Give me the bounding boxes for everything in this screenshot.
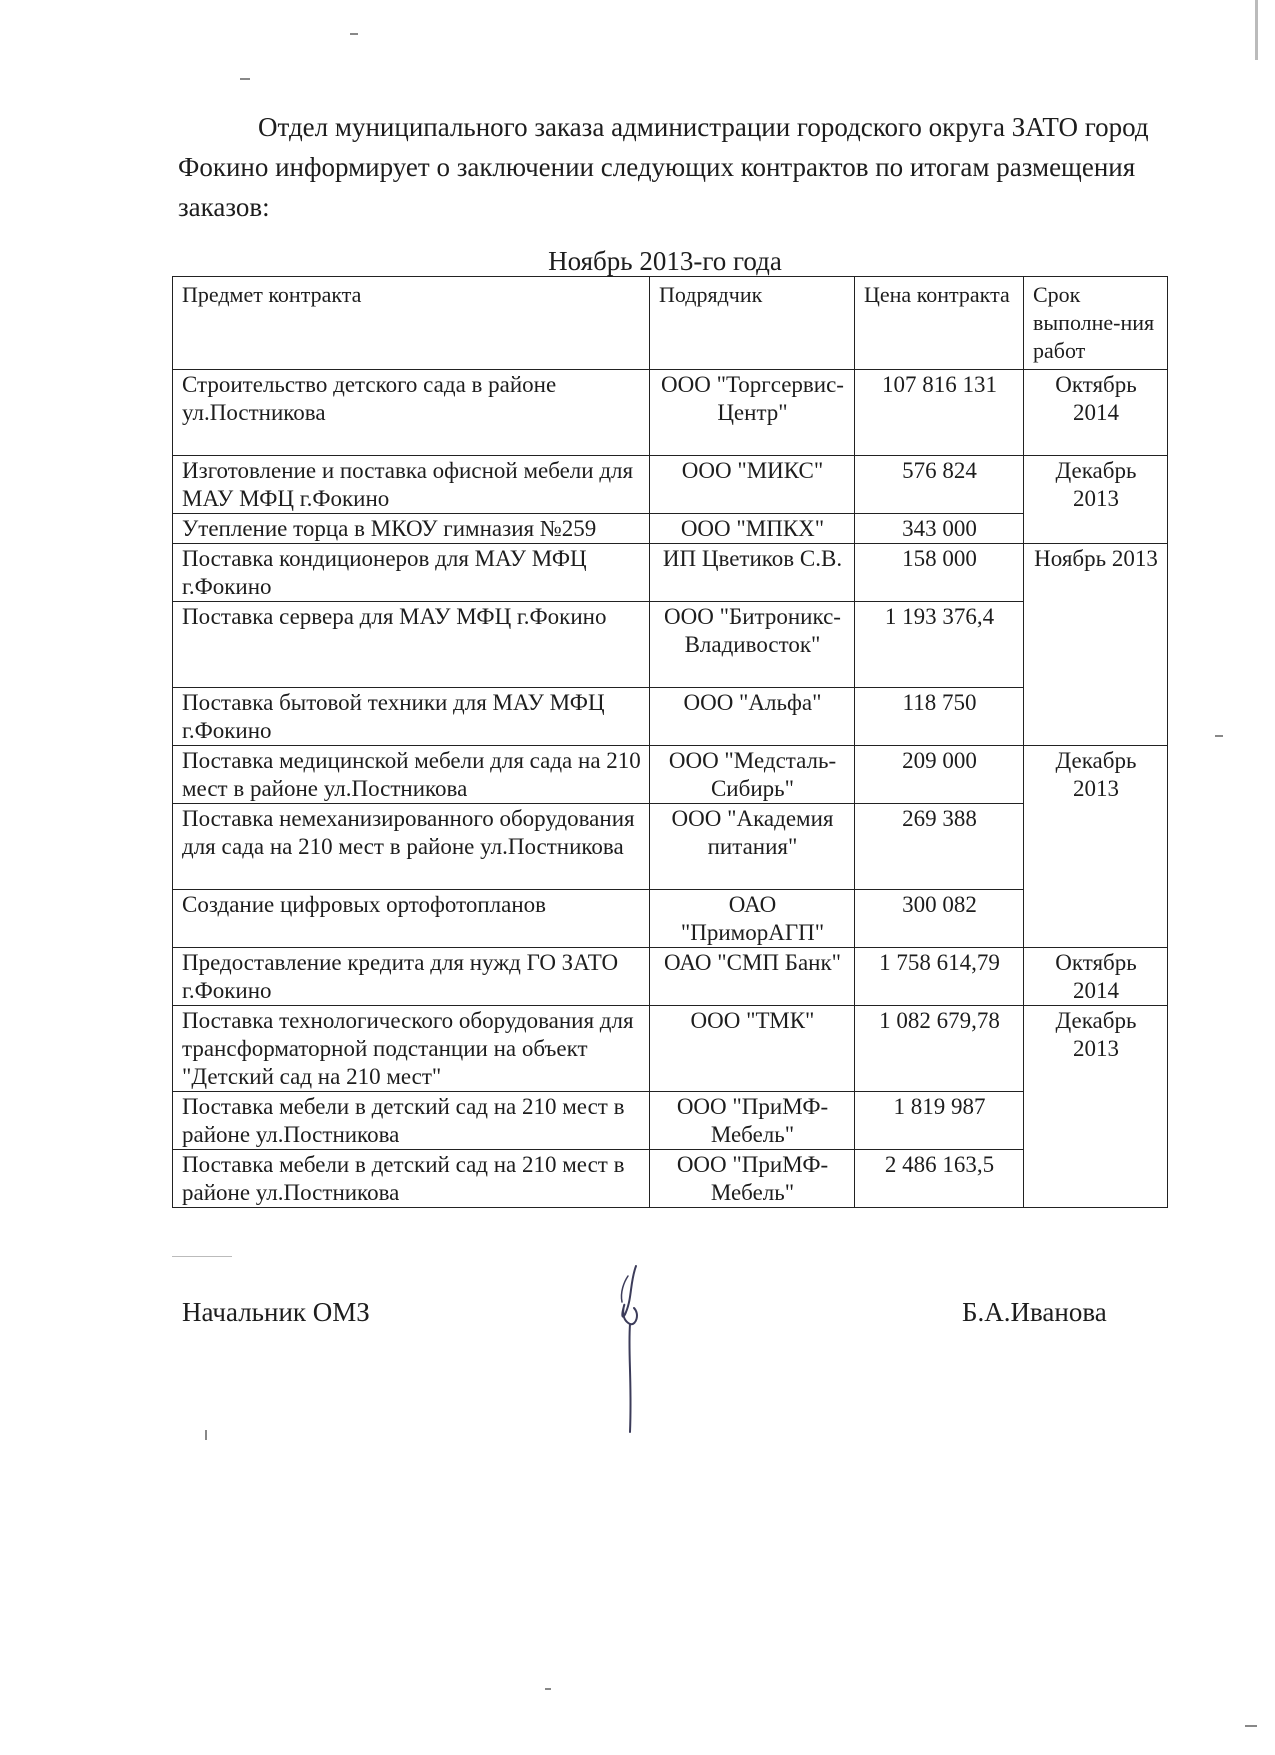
table-row [173, 370, 1168, 456]
table-row [173, 1006, 1168, 1092]
table-row [173, 890, 1168, 948]
cell-price: 269 388 [855, 804, 1024, 890]
table-row [173, 1092, 1168, 1150]
cell-price: 1 758 614,79 [855, 948, 1024, 1006]
cell-price: 1 082 679,78 [855, 1006, 1024, 1092]
table-row [173, 688, 1168, 746]
cell-subject: Поставка мебели в детский сад на 210 мест в районе ул.Постникова [173, 1150, 650, 1208]
cell-term: Октябрь 2014 [1024, 948, 1168, 1006]
cell-subject: Утепление торца в МКОУ гимназия №259 [173, 514, 650, 544]
cell-subject: Поставка мебели в детский сад на 210 мест в районе ул.Постникова [173, 1092, 650, 1150]
table-row [173, 948, 1168, 1006]
cell-subject: Поставка медицинской мебели для сада на 210 мест в районе ул.Постникова [173, 746, 650, 804]
signatory-name: Б.А.Иванова [962, 1297, 1107, 1327]
cell-contractor: ИП Цветиков С.В. [650, 544, 855, 602]
cell-price: 158 000 [855, 544, 1024, 602]
cell-price: 118 750 [855, 688, 1024, 746]
cell-price: 1 193 376,4 [855, 602, 1024, 688]
cell-price: 576 824 [855, 456, 1024, 514]
cell-contractor: ООО "МПКХ" [650, 514, 855, 544]
cell-price: 209 000 [855, 746, 1024, 804]
header-price: Цена контракта [855, 277, 1024, 370]
cell-term: Декабрь 2013 [1024, 456, 1168, 544]
intro-paragraph: Отдел муниципального заказа администрации городского округа ЗАТО город Фокино информирует о заключении следующих контрактов по итогам размещения заказов: [178, 112, 1149, 222]
cell-contractor: ООО "Академия питания" [650, 804, 855, 890]
cell-contractor: ОАО "ПриморАГП" [650, 890, 855, 948]
cell-contractor: ООО "ТМК" [650, 1006, 855, 1092]
cell-term: Октябрь 2014 [1024, 370, 1168, 456]
scan-speck [240, 78, 250, 80]
cell-subject: Предоставление кредита для нужд ГО ЗАТО г.Фокино [173, 948, 650, 1006]
scan-edge-mark [1255, 0, 1258, 60]
scan-speck [205, 1430, 207, 1440]
header-term: Срок выполне-ния работ [1024, 277, 1168, 370]
scan-speck [172, 1256, 232, 1257]
cell-term: Ноябрь 2013 [1024, 544, 1168, 746]
cell-price: 1 819 987 [855, 1092, 1024, 1150]
handwritten-signature [600, 1262, 660, 1442]
cell-contractor: ОАО "СМП Банк" [650, 948, 855, 1006]
cell-subject: Строительство детского сада в районе ул.Постникова [173, 370, 650, 456]
table-row [173, 1150, 1168, 1208]
cell-contractor: ООО "Торгсервис-Центр" [650, 370, 855, 456]
cell-price: 300 082 [855, 890, 1024, 948]
table-row [173, 804, 1168, 890]
table-row [173, 514, 1168, 544]
cell-contractor: ООО "Битроникс-Владивосток" [650, 602, 855, 688]
scan-speck [1245, 1725, 1257, 1727]
table-row [173, 544, 1168, 602]
period-heading: Ноябрь 2013-го года [548, 246, 782, 276]
scan-speck [545, 1688, 551, 1690]
header-subject: Предмет контракта [173, 277, 650, 370]
table-row [173, 746, 1168, 804]
cell-contractor: ООО "МИКС" [650, 456, 855, 514]
table-header-row [173, 277, 1168, 370]
cell-subject: Поставка технологического оборудования для трансформаторной подстанции на объект "Детский сад на 210 мест" [173, 1006, 650, 1092]
cell-term: Декабрь 2013 [1024, 746, 1168, 948]
cell-contractor: ООО "ПриМФ-Мебель" [650, 1150, 855, 1208]
contracts-table [172, 276, 1168, 1208]
cell-subject: Поставка сервера для МАУ МФЦ г.Фокино [173, 602, 650, 688]
cell-subject: Поставка немеханизированного оборудования для сада на 210 мест в районе ул.Постникова [173, 804, 650, 890]
table-row [173, 602, 1168, 688]
cell-price: 2 486 163,5 [855, 1150, 1024, 1208]
cell-subject: Создание цифровых ортофотопланов [173, 890, 650, 948]
scan-speck [350, 33, 358, 35]
cell-subject: Поставка кондиционеров для МАУ МФЦ г.Фокино [173, 544, 650, 602]
cell-subject: Поставка бытовой техники для МАУ МФЦ г.Фокино [173, 688, 650, 746]
cell-price: 343 000 [855, 514, 1024, 544]
cell-term: Декабрь 2013 [1024, 1006, 1168, 1208]
table-row [173, 456, 1168, 514]
signatory-title: Начальник ОМЗ [182, 1297, 370, 1327]
cell-contractor: ООО "Медсталь-Сибирь" [650, 746, 855, 804]
cell-subject: Изготовление и поставка офисной мебели для МАУ МФЦ г.Фокино [173, 456, 650, 514]
cell-contractor: ООО "ПриМФ-Мебель" [650, 1092, 855, 1150]
cell-price: 107 816 131 [855, 370, 1024, 456]
header-contractor: Подрядчик [650, 277, 855, 370]
cell-contractor: ООО "Альфа" [650, 688, 855, 746]
scan-speck [1215, 735, 1223, 737]
